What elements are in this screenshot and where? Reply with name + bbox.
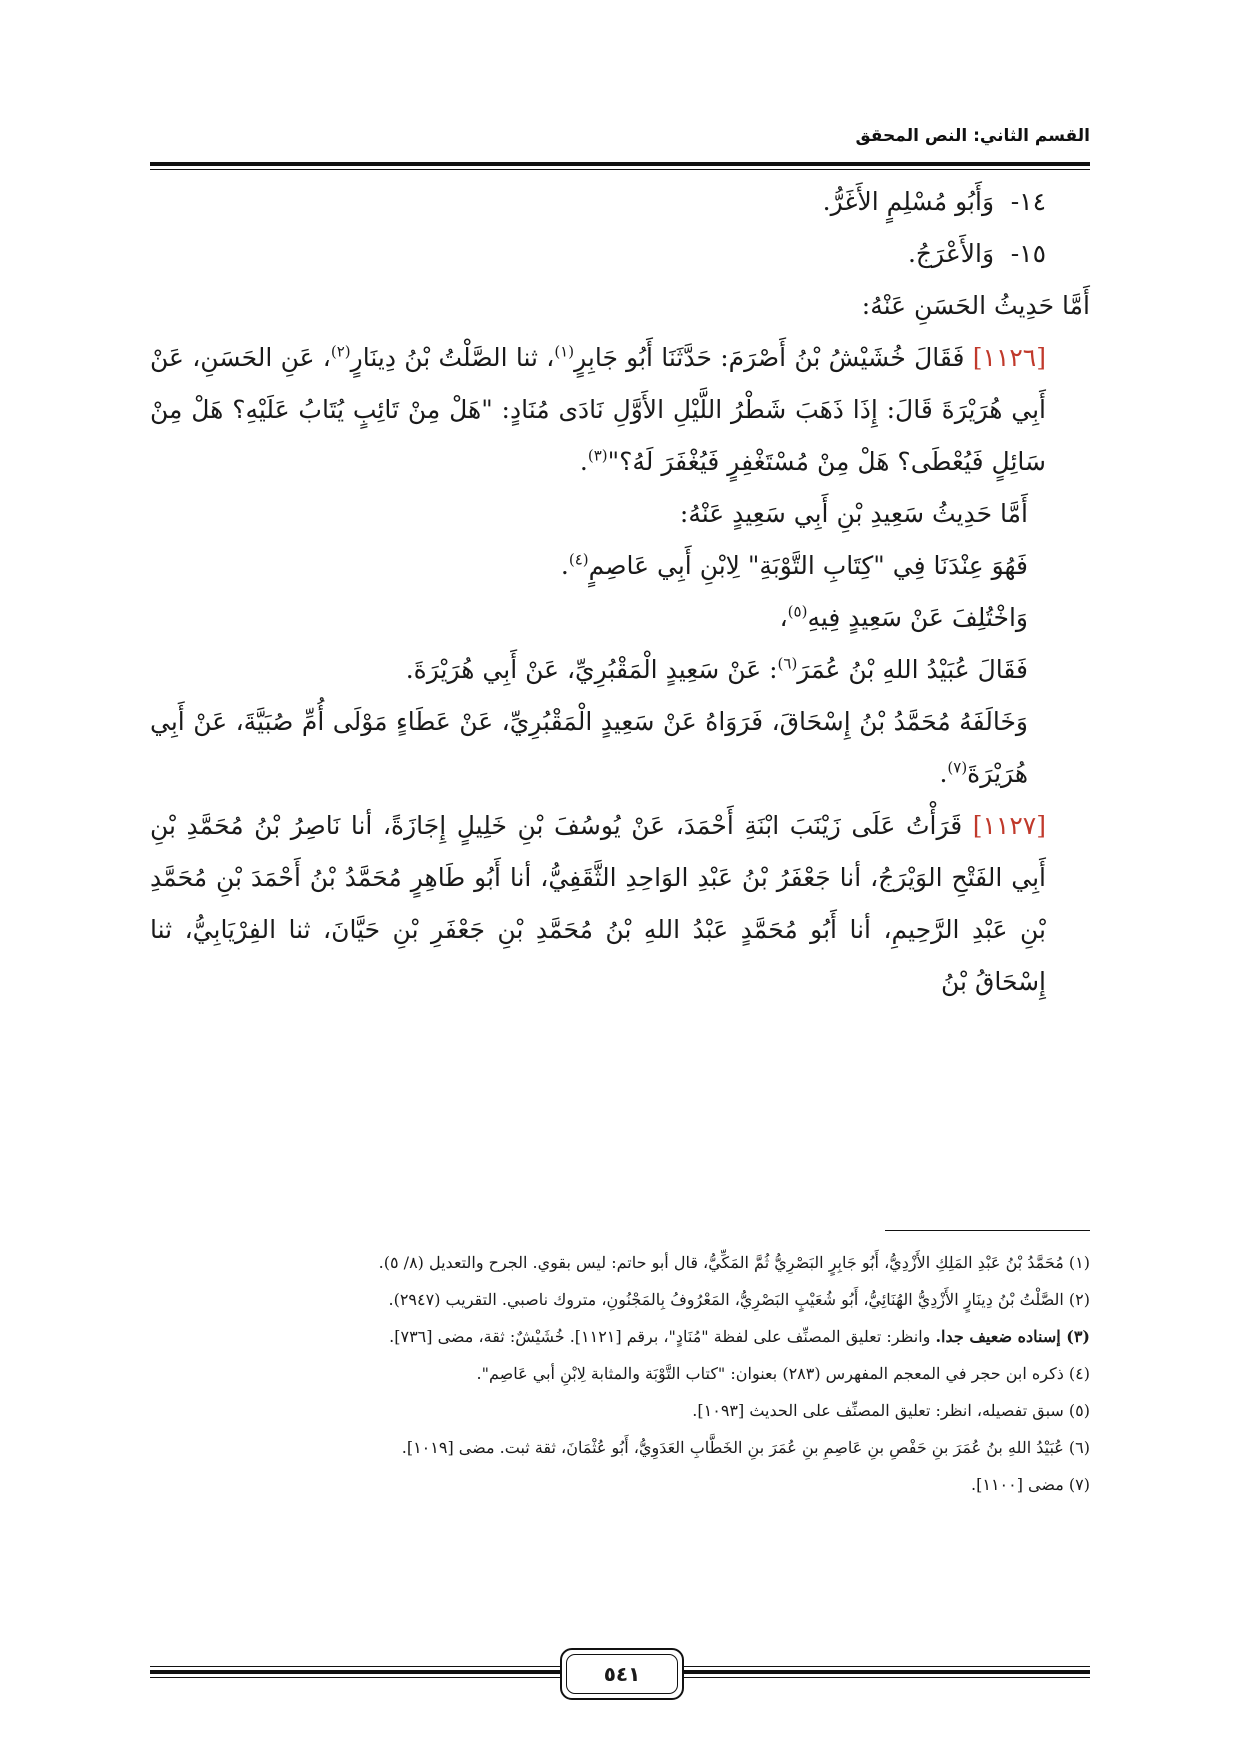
hadith-number-value: ١١٢٦ bbox=[982, 343, 1037, 372]
hadith-text: . bbox=[579, 447, 588, 476]
footnote-6: (٦) عُبَيْدُ اللهِ بنُ عُمَرَ بنِ حَفْصِ بنِ عَاصِمِ بنِ عُمَرَ بنِ الخَطَّابِ العَدَوِيُّ، أَبُو عُثْمَانَ، ثقة ثبت. مضى [١٠١٩]. bbox=[401, 1438, 1090, 1457]
footnote-ref-4[interactable]: (٤) bbox=[568, 550, 589, 569]
said-ubaidullah-text: فَقَالَ عُبَيْدُ اللهِ بْنُ عُمَرَ bbox=[797, 655, 1028, 684]
hadith-number-value: ١١٢٧ bbox=[982, 811, 1037, 840]
said-khalafahu-text: وَخَالَفَهُ مُحَمَّدُ بْنُ إِسْحَاقَ، فَرَوَاهُ عَنْ سَعِيدٍ الْمَقْبُرِيِّ، عَنْ عَطَاءٍ مَوْلَى أُمِّ صُبَيَّةَ، عَنْ أَبِي هُرَيْرَةَ bbox=[150, 707, 1028, 788]
punctuation: ، bbox=[779, 603, 788, 632]
hadith-1127 bbox=[150, 800, 1090, 1008]
hadith-number: [١١٢٧] bbox=[972, 811, 1046, 840]
hadith-text: ، عَنِ الحَسَنِ، عَنْ أَبِي هُرَيْرَةَ قَالَ: إِذَا ذَهَبَ شَطْرُ اللَّيْلِ الأَوَّلِ نَادَى مُنَادٍ: "هَلْ مِنْ تَائِبٍ يُتَابُ عَلَيْهِ؟ هَلْ مِنْ سَائِلٍ فَيُعْطَى؟ هَلْ مِنْ مُسْتَغْفِرٍ فَيُغْفَرَ لَهُ؟" bbox=[150, 343, 1046, 476]
list-text: وَالأَعْرَجُ. bbox=[907, 239, 995, 268]
header-rule-thin bbox=[150, 169, 1090, 170]
footnote-3-grading: (٣) إسناده ضعيف جدا. bbox=[935, 1327, 1090, 1346]
footnote-5: (٥) سبق تفصيله، انظر: تعليق المصنِّف على الحديث [١٠٩٣]. bbox=[692, 1401, 1090, 1420]
said-ubaidullah-text: : عَنْ سَعِيدٍ الْمَقْبُرِيِّ، عَنْ أَبِي هُرَيْرَةَ. bbox=[405, 655, 778, 684]
hadith-number: [١١٢٦] bbox=[972, 343, 1046, 372]
hadith-text: ، ثنا الصَّلْتُ بْنُ دِينَارٍ bbox=[350, 343, 555, 372]
footnote-4: (٤) ذكره ابن حجر في المعجم المفهرس (٢٨٣) بعنوان: "كتاب التَّوْبَة والمثابة لِابْنِ أبي عَاصِم". bbox=[476, 1364, 1090, 1383]
footnote-3-text: وانظر: تعليق المصنِّف على لفظة "مُنَادٍ"، برقم [١١٢١]. خُشَيْشٌ: ثقة، مضى [٧٣٦]. bbox=[389, 1327, 936, 1346]
footnote-ref-1[interactable]: (١) bbox=[554, 342, 575, 361]
footnote-7: (٧) مضى [١١٠٠]. bbox=[971, 1475, 1090, 1494]
list-text: وَأَبُو مُسْلِمٍ الأَغَرُّ. bbox=[822, 187, 995, 216]
punctuation: . bbox=[560, 551, 569, 580]
footnote-ref-7[interactable]: (٧) bbox=[947, 758, 968, 777]
said-ikhtilaf-text: وَاخْتُلِفَ عَنْ سَعِيدٍ فِيهِ bbox=[807, 603, 1028, 632]
said-book-text: فَهُوَ عِنْدَنَا فِي "كِتَابِ التَّوْبَةِ" لِابْنِ أَبِي عَاصِمٍ bbox=[588, 551, 1028, 580]
said-ikhtilaf-line bbox=[150, 592, 1090, 644]
main-text bbox=[150, 176, 1090, 1008]
said-khalafahu-line bbox=[150, 696, 1090, 800]
footnote-1: (١) مُحَمَّدُ بْنُ عَبْدِ المَلِكِ الأَزْدِيُّ، أَبُو جَابِرٍ البَصْرِيُّ ثُمَّ المَكِّيُّ، قال أبو حاتم: ليس بقوي. الجرح والتعديل (٨/ ٥). bbox=[378, 1253, 1090, 1272]
list-number: ١٤- bbox=[1010, 187, 1046, 216]
footnotes bbox=[150, 1244, 1090, 1503]
hadith-text: فَقَالَ خُشَيْشُ بْنُ أَصْرَمَ: حَدَّثَنَا أَبُو جَابِرٍ bbox=[574, 343, 965, 372]
punctuation: . bbox=[939, 759, 948, 788]
list-line-14 bbox=[150, 176, 1090, 228]
footnote-ref-5[interactable]: (٥) bbox=[787, 602, 808, 621]
footnote-ref-3[interactable]: (٣) bbox=[587, 446, 608, 465]
page-number: ٥٤١ bbox=[603, 1662, 641, 1686]
section-heading-said: أَمَّا حَدِيثُ سَعِيدِ بْنِ أَبِي سَعِيدٍ عَنْهُ: bbox=[679, 499, 1028, 528]
said-book-line bbox=[150, 540, 1090, 592]
header-rule-thick bbox=[150, 162, 1090, 166]
said-ubaidullah-line bbox=[150, 644, 1090, 696]
running-header: القسم الثاني: النص المحقق bbox=[855, 126, 1090, 146]
page-number-box bbox=[560, 1648, 684, 1700]
hadith-1126 bbox=[150, 332, 1090, 488]
footnote-ref-6[interactable]: (٦) bbox=[777, 654, 798, 673]
list-line-15 bbox=[150, 228, 1090, 280]
section-heading-hasan: أَمَّا حَدِيثُ الحَسَنِ عَنْهُ: bbox=[861, 291, 1090, 320]
list-number: ١٥- bbox=[1010, 239, 1046, 268]
footnote-separator bbox=[885, 1230, 1090, 1231]
footnote-2: (٢) الصَّلْتُ بْنُ دِينَارٍ الأَزْدِيُّ الهُنَائِيُّ، أَبُو شُعَيْبٍ البَصْرِيُّ، المَعْرُوفُ بِالمَجْنُونِ، متروك ناصبي. التقريب (٢٩٤٧). bbox=[388, 1290, 1090, 1309]
hadith-text: قَرَأْتُ عَلَى زَيْنَبَ ابْنَةِ أَحْمَدَ، عَنْ يُوسُفَ بْنِ خَلِيلٍ إِجَازَةً، أنا نَاصِرُ بْنُ مُحَمَّدِ بْنِ أَبِي الفَتْحِ الوَيْرَجُ، أنا جَعْفَرُ بْنُ عَبْدِ الوَاحِدِ الثَّقَفِيُّ، أنا أَبُو طَاهِرٍ مُحَمَّدُ بْنُ أَحْمَدَ بْنِ مُحَمَّدِ بْنِ عَبْدِ الرَّحِيمِ، أنا أَبُو مُحَمَّدٍ عَبْدُ اللهِ بْنُ مُحَمَّدِ بْنِ جَعْفَرِ بْنِ حَيَّانَ، ثنا الفِرْيَابِيُّ، ثنا إِسْحَاقُ بْنُ bbox=[150, 811, 1046, 996]
footnote-ref-2[interactable]: (٢) bbox=[330, 342, 351, 361]
footnote-3 bbox=[150, 1318, 1090, 1355]
